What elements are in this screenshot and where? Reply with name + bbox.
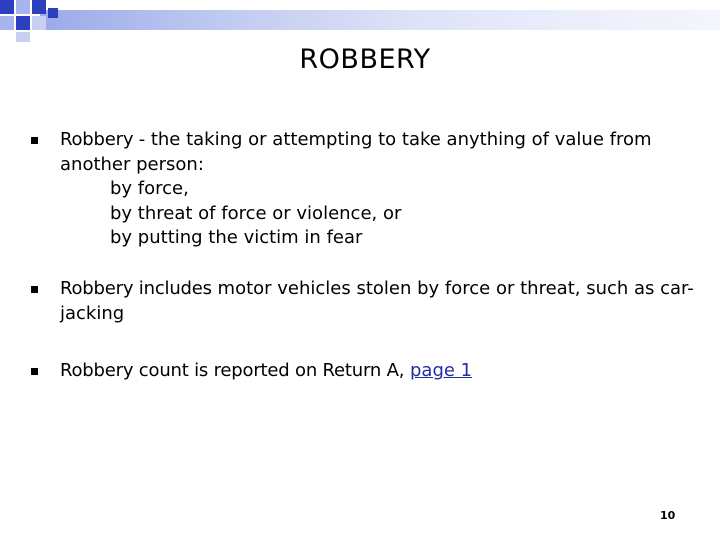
bullet-marker xyxy=(31,286,38,293)
sub-item: by threat of force or violence, or xyxy=(110,202,402,224)
bullet-reported xyxy=(60,359,700,384)
header-banner xyxy=(0,0,720,44)
bullet-includes xyxy=(60,277,700,326)
page-link[interactable]: page 1 xyxy=(409,360,473,381)
bullet-term: Robbery count is reported on Return A, xyxy=(60,360,405,381)
bullet-text: the taking or attempting to take anything of value from another person: xyxy=(60,129,652,175)
bullet-definition xyxy=(60,128,700,251)
bullet-marker xyxy=(31,368,38,375)
sub-item: by force, xyxy=(110,178,189,199)
bullet-term: Robbery - xyxy=(60,129,146,150)
bullet-text: motor vehicles stolen by force or threat, such as car-jacking xyxy=(60,278,694,324)
bullet-term: Robbery includes xyxy=(60,278,212,299)
page-number: 10 xyxy=(660,509,676,522)
slide-title: ROBBERY xyxy=(299,44,431,75)
sub-item: by putting the victim in fear xyxy=(110,227,363,248)
bullet-marker xyxy=(31,137,38,144)
